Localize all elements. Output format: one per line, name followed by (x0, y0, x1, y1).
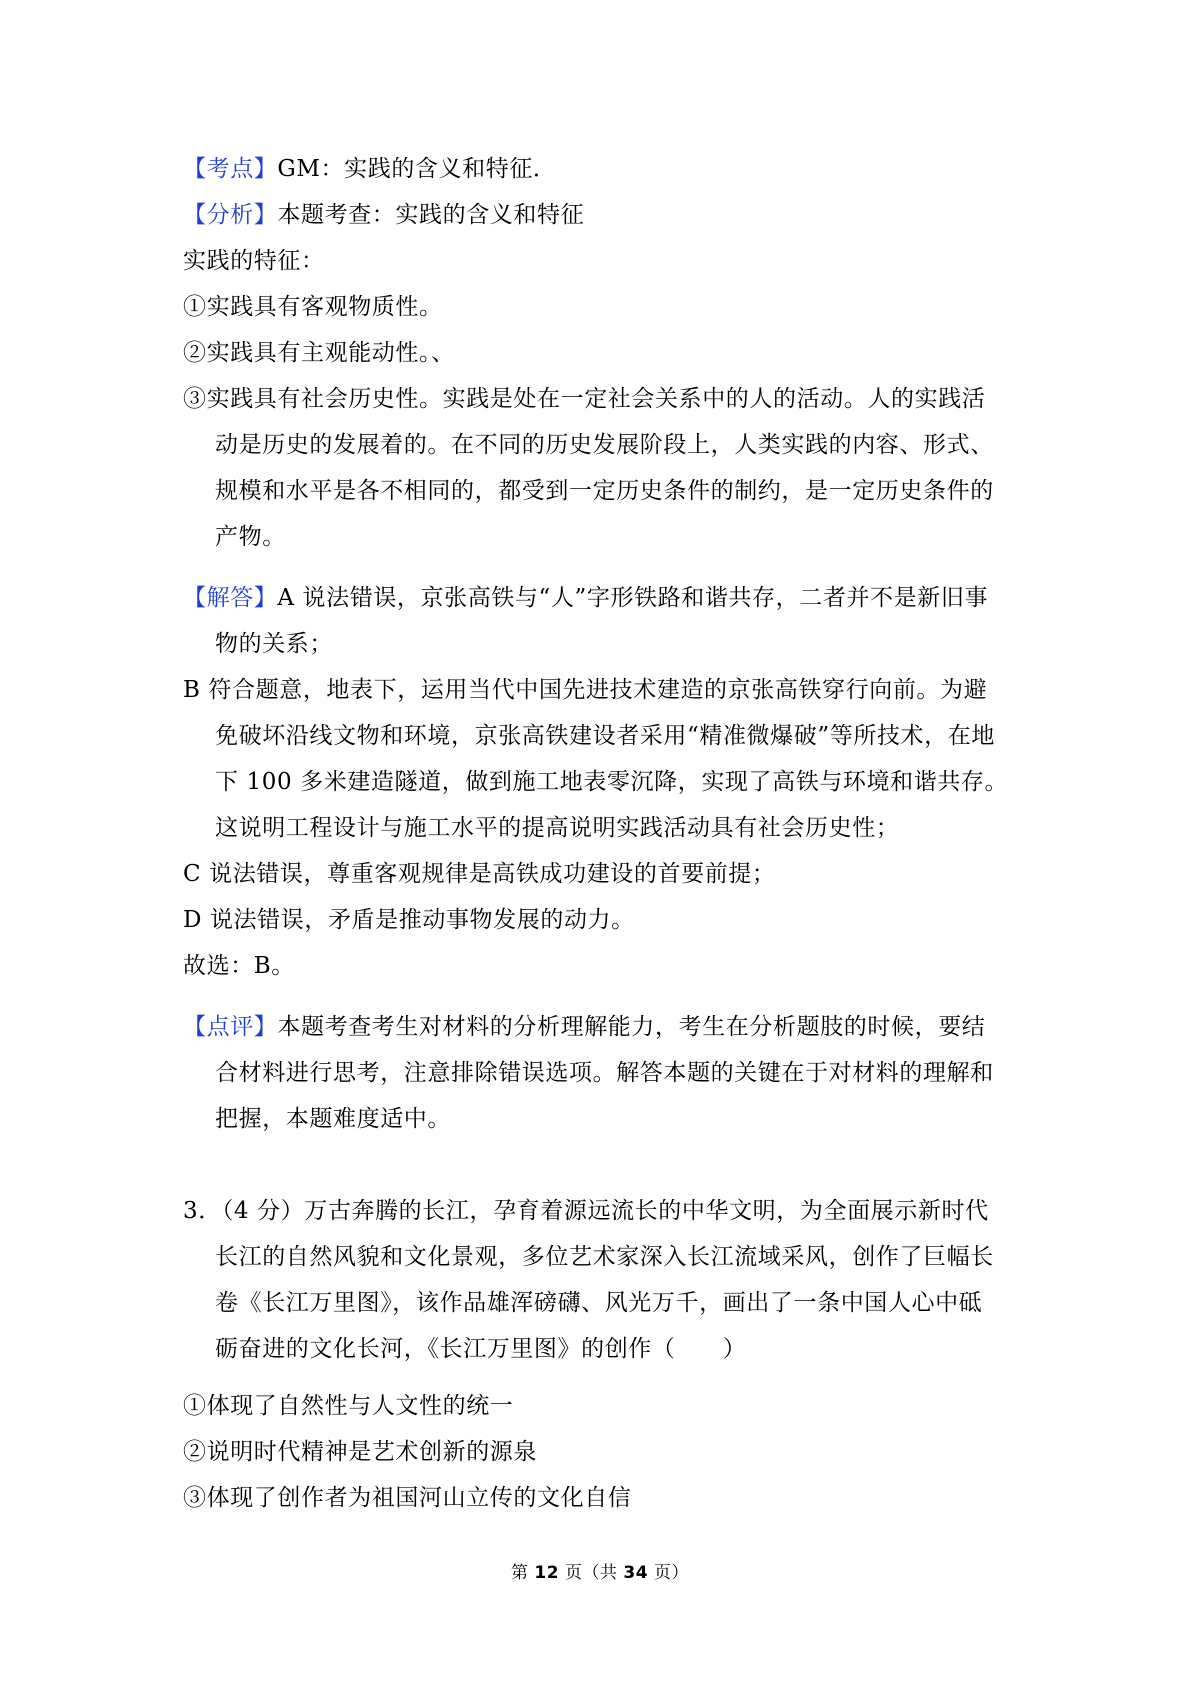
dianping-continuation: 把握，本题难度适中。 (215, 1106, 451, 1132)
question-3-stem: 3．（4 分）万古奔腾的长江，孕育着源远流长的中华文明，为全面展示新时代 (183, 1198, 989, 1224)
jieda-line (183, 581, 988, 615)
kaodian-text: GM：实践的含义和特征． (277, 156, 557, 182)
jieda-option-c: C 说法错误，尊重客观规律是高铁成功建设的首要前提； (183, 861, 776, 887)
footer-total-pages: 34 (623, 1563, 649, 1583)
dianping-continuation: 合材料进行思考，注意排除错误选项。解答本题的关键在于对材料的理解和 (215, 1060, 994, 1086)
jieda-option-d: D 说法错误，矛盾是推动事物发展的动力。 (183, 907, 635, 933)
jieda-continuation: 这说明工程设计与施工水平的提高说明实践活动具有社会历史性； (215, 815, 900, 841)
jieda-tag: 【解答】 (183, 585, 278, 611)
feature-item-continuation: 动是历史的发展着的。在不同的历史发展阶段上，人类实践的内容、形式、 (215, 432, 994, 458)
fenxi-text: 本题考查：实践的含义和特征 (277, 202, 585, 228)
kaodian-tag: 【考点】 (183, 156, 278, 182)
question-3-stem-continuation: 卷《长江万里图》，该作品雄浑磅礴、风光万千，画出了一条中国人心中砥 (215, 1290, 983, 1316)
feature-item: ①实践具有客观物质性。 (183, 294, 443, 320)
fenxi-line (183, 198, 584, 232)
dianping-tag: 【点评】 (183, 1014, 278, 1040)
jieda-text: A 说法错误，京张高铁与“人”字形铁路和谐共存，二者并不是新旧事 (277, 585, 989, 611)
question-3-option: ③体现了创作者为祖国河山立传的文化自信 (183, 1485, 632, 1511)
jieda-option-b: B 符合题意，地表下，运用当代中国先进技术建造的京张高铁穿行向前。为避 (183, 677, 988, 703)
question-3-option: ①体现了自然性与人文性的统一 (183, 1393, 514, 1419)
kaodian-line (183, 152, 557, 186)
jieda-continuation: 免破坏沿线文物和环境，京张高铁建设者采用“精准微爆破”等所技术，在地 (215, 723, 995, 749)
feature-item: ③实践具有社会历史性。实践是处在一定社会关系中的人的活动。人的实践活 (183, 386, 986, 412)
question-3-stem-continuation: 砺奋进的文化长河，《长江万里图》的创作（ ） (215, 1336, 747, 1362)
dianping-line (183, 1010, 985, 1044)
feature-item: ②实践具有主观能动性。、 (183, 340, 455, 366)
dianping-text: 本题考查考生对材料的分析理解能力，考生在分析题肢的时候，要结 (277, 1014, 986, 1040)
feature-item-continuation: 产物。 (215, 524, 286, 550)
question-3-stem-continuation: 长江的自然风貌和文化景观，多位艺术家深入长江流域采风，创作了巨幅长 (215, 1244, 994, 1270)
footer-current-page: 12 (534, 1563, 560, 1583)
page-footer (0, 1560, 1200, 1586)
question-3-option: ②说明时代精神是艺术创新的源泉 (183, 1439, 537, 1465)
fenxi-tag: 【分析】 (183, 202, 278, 228)
footer-middle: 页（共 (559, 1563, 624, 1583)
jieda-answer: 故选：B。 (183, 953, 295, 979)
jieda-continuation: 物的关系； (215, 631, 333, 657)
footer-prefix: 第 (511, 1563, 535, 1583)
footer-suffix: 页） (648, 1563, 689, 1583)
features-heading: 实践的特征： (183, 248, 325, 274)
feature-item-continuation: 规模和水平是各不相同的，都受到一定历史条件的制约，是一定历史条件的 (215, 478, 994, 504)
jieda-continuation: 下 100 多米建造隧道，做到施工地表零沉降，实现了高铁与环境和谐共存。 (215, 769, 1009, 795)
